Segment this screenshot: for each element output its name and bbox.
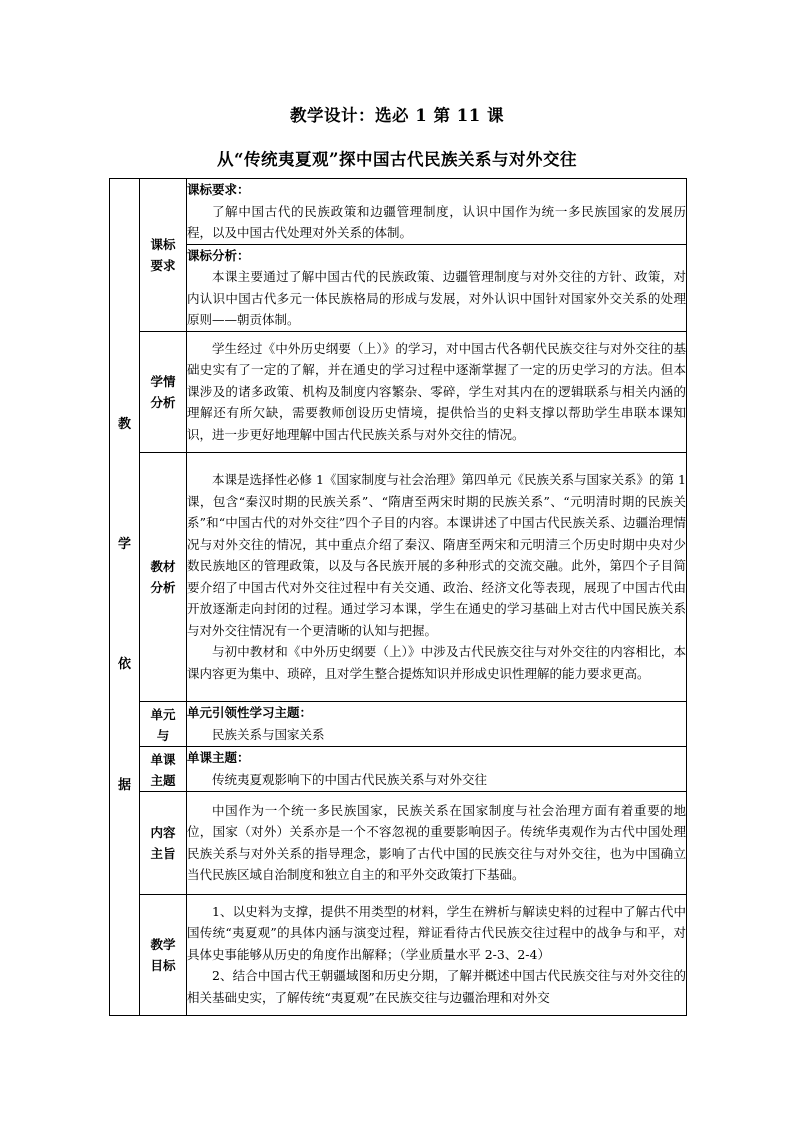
row-label-line: 内容 — [150, 824, 176, 840]
mubiao-text-1: 1、以史料为支撑，提供不用类型的材料，学生在辨析与解读史料的过程中了解古代中国传统“夷夏观”的具体内涵与演变过程，辩证看待古代民族交往过程中的战争与和平，对具体史事能够从历史的角度作出解释；（学业质量水平 2-3、2-4） — [187, 903, 686, 962]
row-label-line: 教材 — [150, 558, 176, 574]
row-label-line: 学情 — [150, 373, 176, 389]
row-label-line: 分析 — [150, 394, 176, 410]
page-title: 教学设计：选必 1 第 11 课 — [290, 106, 504, 125]
danyuan-heading: 单元引领性学习主题： — [187, 705, 313, 720]
row-label-line: 教学 — [150, 936, 176, 952]
row-label-jiaocai — [140, 452, 187, 701]
xueqing-cell — [187, 331, 687, 452]
row-label-neirong — [140, 791, 187, 894]
jiaocai-text-2: 与初中教材和《中外历史纲要（上）》中涉及古代民族交往与对外交往的内容相比，本课内容更为集中、琐碎，且对学生整合提炼知识并形成史识性理解的能力要求更高。 — [187, 644, 686, 681]
row-label-xueqing — [140, 331, 187, 452]
row-label-line: 要求 — [150, 257, 176, 273]
xueqing-text: 学生经过《中外历史纲要（上）》的学习，对中国古代各朝代民族交往与对外交往的基础史实有了一定的了解，并在通史的学习过程中逐渐掌握了一定的历史学习的方法。但本课涉及的诸多政策、机构及制度内容繁杂、零碎，学生对其内在的逻辑联系与相关内涵的理解还有所欠缺，需要教师创设历史情境，提供恰当的史料支撑以帮助学生串联本课知识，进一步更好地理解中国古代民族关系与对外交往的情况。 — [187, 340, 686, 442]
danke-cell — [187, 746, 687, 791]
row-label-line: 与 — [156, 727, 170, 743]
table-row-xueqing — [110, 331, 687, 452]
row-label-danke — [140, 746, 187, 791]
row-label-kebiao — [140, 179, 187, 332]
row-label-line: 单课 — [150, 751, 176, 767]
table-row-jiaocai — [110, 452, 687, 701]
mubiao-cell — [187, 894, 687, 1015]
neirong-text: 中国作为一个统一多民族国家，民族关系在国家制度与社会治理方面有着重要的地位，国家（对外）关系亦是一个不容忽视的重要影响因子。传统华夷观作为古代中国处理民族关系与对外关系的指导理念，影响了古代中国的民族交往与对外交往，也为中国确立当代民族区域自治制度和独立自主的和平外交政策打下基础。 — [187, 802, 686, 882]
teaching-basis-table — [109, 178, 687, 1016]
table-row-kebiao-ana — [110, 244, 687, 331]
page-subtitle: 从“传统夷夏观”探中国古代民族关系与对外交往 — [217, 150, 577, 169]
mubiao-text-2: 2、结合中国古代王朝疆域图和历史分期，了解并概述中国古代民族交往与对外交往的相关基础史实，了解传统“夷夏观”在民族交往与边疆治理和对外交 — [187, 968, 686, 1005]
kebiao-ana-text: 本课主要通过了解中国古代的民族政策、边疆管理制度与对外交往的方针、政策，对内认识中国古代多元一体民族格局的形成与发展，对外认识中国针对国家外交关系的处理原则——朝贡体制。 — [187, 269, 686, 327]
table-row-kebiao-req — [110, 179, 687, 245]
row-label-line: 单元 — [150, 706, 176, 722]
kebiao-req-text: 了解中国古代的民族政策和边疆管理制度，认识中国作为统一多民族国家的发展历程，以及中国古代处理对外关系的体制。 — [187, 203, 686, 240]
kebiao-req-heading: 课标要求： — [187, 182, 250, 197]
danyuan-cell — [187, 701, 687, 746]
table-row-danke — [110, 746, 687, 791]
kebiao-ana-heading: 课标分析： — [187, 247, 250, 263]
row-label-line: 课标 — [150, 236, 176, 252]
kebiao-req-cell — [187, 179, 687, 245]
table-row-danyuan — [110, 701, 687, 746]
row-label-line: 主题 — [150, 772, 176, 788]
row-label-mubiao — [140, 894, 187, 1015]
neirong-cell — [187, 791, 687, 894]
table-row-neirong — [110, 791, 687, 894]
danke-heading: 单课主题： — [187, 750, 250, 765]
jiaocai-cell — [187, 452, 687, 701]
row-label-line: 主旨 — [150, 845, 176, 861]
section-label-cell — [110, 179, 140, 1016]
row-label-danyuan — [140, 701, 187, 746]
section-char: 学 — [117, 537, 131, 553]
table-row-mubiao — [110, 894, 687, 1015]
section-char: 依 — [117, 657, 131, 673]
danke-text: 传统夷夏观影响下的中国古代民族关系与对外交往 — [212, 771, 488, 787]
danyuan-text: 民族关系与国家关系 — [212, 726, 325, 742]
row-label-line: 目标 — [150, 957, 176, 973]
section-char: 据 — [117, 777, 131, 793]
jiaocai-text-1: 本课是选择性必修 1《国家制度与社会治理》第四单元《民族关系与国家关系》的第 1 课，包含“秦汉时期的民族关系”、“隋唐至两宋时期的民族关系”、“元明清时期的民族关系”和“中国古代的对外交往”四个子目的内容。本课讲述了中国古代民族关系、边疆治理情况与对外交往的情况，其中重点介绍了秦汉、隋唐至两宋和元明清三个历史时期中央对少数民族地区的管理政策，以及与各民族开展的多种形式的交流交融。此外，第四个子目简要介绍了中国古代对外交往过程中有关交通、政治、经济文化等表现，展现了中国古代由开放逐渐走向封闭的过程。通过学习本课，学生在通史的学习基础上对古代中国民族关系与对外交往情况有一个更清晰的认知与把握。 — [187, 472, 686, 638]
kebiao-ana-cell — [187, 244, 687, 331]
row-label-line: 分析 — [150, 579, 176, 595]
section-char: 教 — [117, 416, 131, 432]
